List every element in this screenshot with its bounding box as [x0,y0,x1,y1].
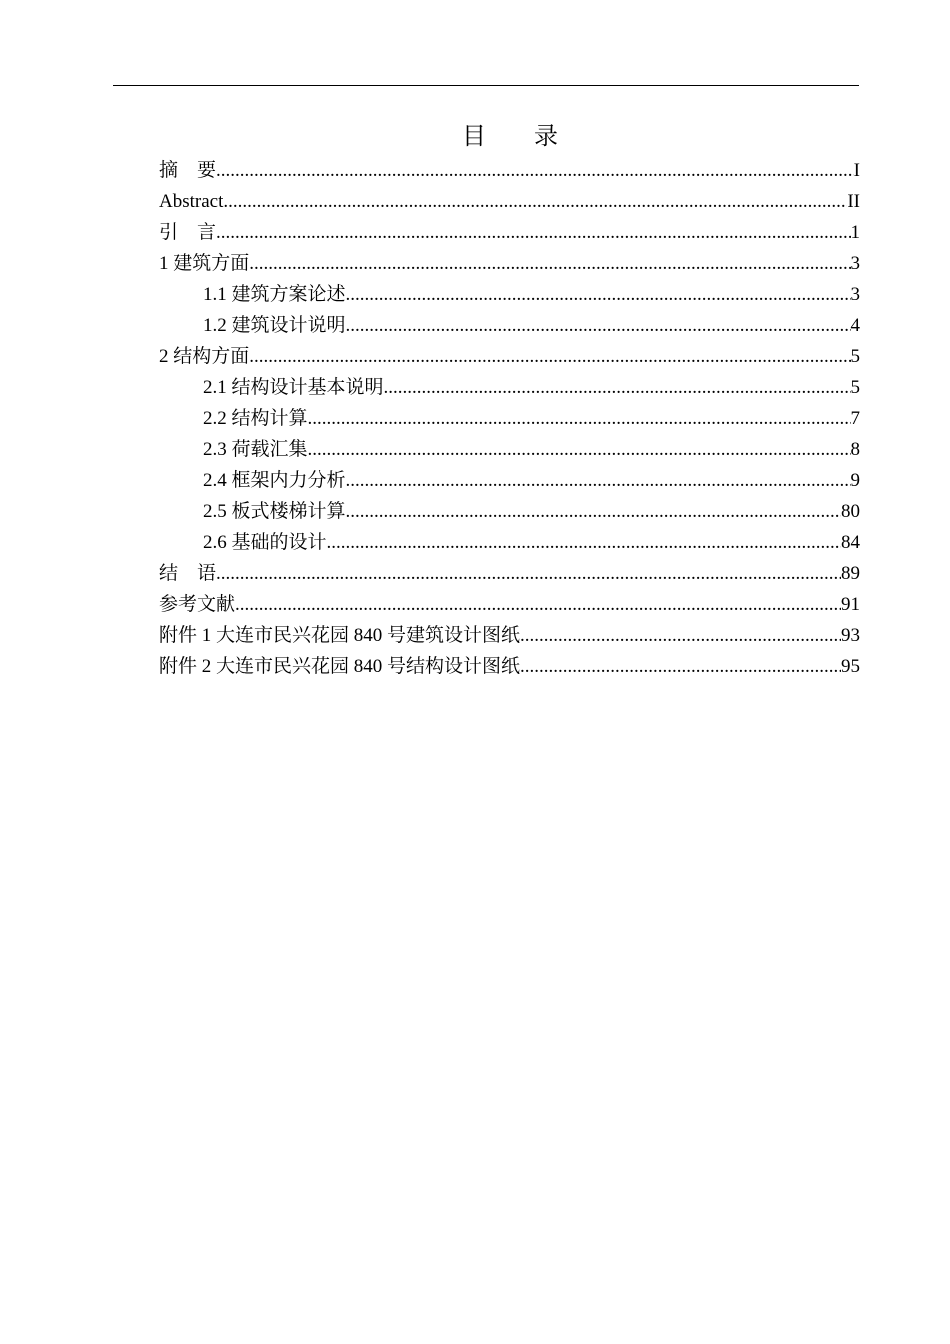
toc-entry-page: 95 [841,656,860,677]
toc-entry[interactable] [159,155,860,186]
toc-entry-page: 84 [841,532,860,553]
toc-dot-leader [346,310,851,341]
header-rule [113,85,859,86]
toc-entry[interactable] [159,186,860,217]
toc-entry-page: 5 [850,377,860,398]
toc-subentry[interactable] [159,527,860,558]
toc-entry-label: 2.3 荷载汇集 [203,439,308,460]
toc-entry-page: 80 [841,501,860,522]
toc-dot-leader [249,341,850,372]
toc-subentry[interactable] [159,465,860,496]
toc-entry-page: 91 [841,594,860,615]
toc-entry[interactable] [159,620,860,651]
toc-dot-leader [216,217,850,248]
toc-dot-leader [346,279,851,310]
toc-entry-label: 附件 1 大连市民兴花园 840 号建筑设计图纸 [159,625,521,646]
toc-entry-page: 9 [850,470,860,491]
toc-dot-leader [520,651,841,682]
toc-entry-label: Abstract [159,191,224,212]
toc-entry-page: 1 [850,222,860,243]
toc-dot-leader [235,589,841,620]
toc-entry-page: II [847,191,860,212]
table-of-contents [159,155,860,682]
toc-entry-label: 1.1 建筑方案论述 [203,284,346,305]
toc-dot-leader [308,434,851,465]
toc-entry-label: 2.5 板式楼梯计算 [203,501,346,522]
toc-subentry[interactable] [159,403,860,434]
toc-dot-leader [384,372,851,403]
toc-entry-page: 5 [850,346,860,367]
toc-dot-leader [216,558,841,589]
toc-subentry[interactable] [159,372,860,403]
toc-dot-leader [223,186,847,217]
toc-dot-leader [308,403,851,434]
toc-dot-leader [249,248,850,279]
toc-entry-page: 89 [841,563,860,584]
toc-entry[interactable] [159,217,860,248]
toc-entry-page: 3 [850,284,860,305]
toc-entry[interactable] [159,341,860,372]
toc-entry-label: 2.4 框架内力分析 [203,470,346,491]
toc-dot-leader [520,620,841,651]
toc-entry-label: 参考文献 [159,594,236,615]
toc-entry-label: 2 结构方面 [159,346,250,367]
page-title-text: 目 录 [462,124,558,150]
toc-entry-label: 附件 2 大连市民兴花园 840 号结构设计图纸 [159,656,521,677]
toc-entry-page: 7 [850,408,860,429]
toc-entry-page: I [853,160,860,181]
toc-subentry[interactable] [159,310,860,341]
toc-entry-page: 93 [841,625,860,646]
toc-dot-leader [346,496,841,527]
toc-subentry[interactable] [159,434,860,465]
toc-entry[interactable] [159,589,860,620]
toc-entry-page: 4 [850,315,860,336]
toc-entry-label: 结 语 [159,563,217,584]
toc-subentry[interactable] [159,496,860,527]
toc-entry-label: 2.1 结构设计基本说明 [203,377,384,398]
toc-entry-page: 3 [850,253,860,274]
toc-dot-leader [346,465,851,496]
toc-entry-label: 引 言 [159,222,217,243]
toc-entry[interactable] [159,558,860,589]
toc-entry-label: 1 建筑方面 [159,253,250,274]
toc-entry-label: 2.2 结构计算 [203,408,308,429]
toc-subentry[interactable] [159,279,860,310]
toc-dot-leader [216,155,854,186]
toc-dot-leader [327,527,841,558]
toc-entry-label: 摘 要 [159,160,217,181]
toc-entry[interactable] [159,248,860,279]
toc-entry-label: 1.2 建筑设计说明 [203,315,346,336]
toc-entry-label: 2.6 基础的设计 [203,532,327,553]
toc-entry-page: 8 [850,439,860,460]
toc-entry[interactable] [159,651,860,682]
